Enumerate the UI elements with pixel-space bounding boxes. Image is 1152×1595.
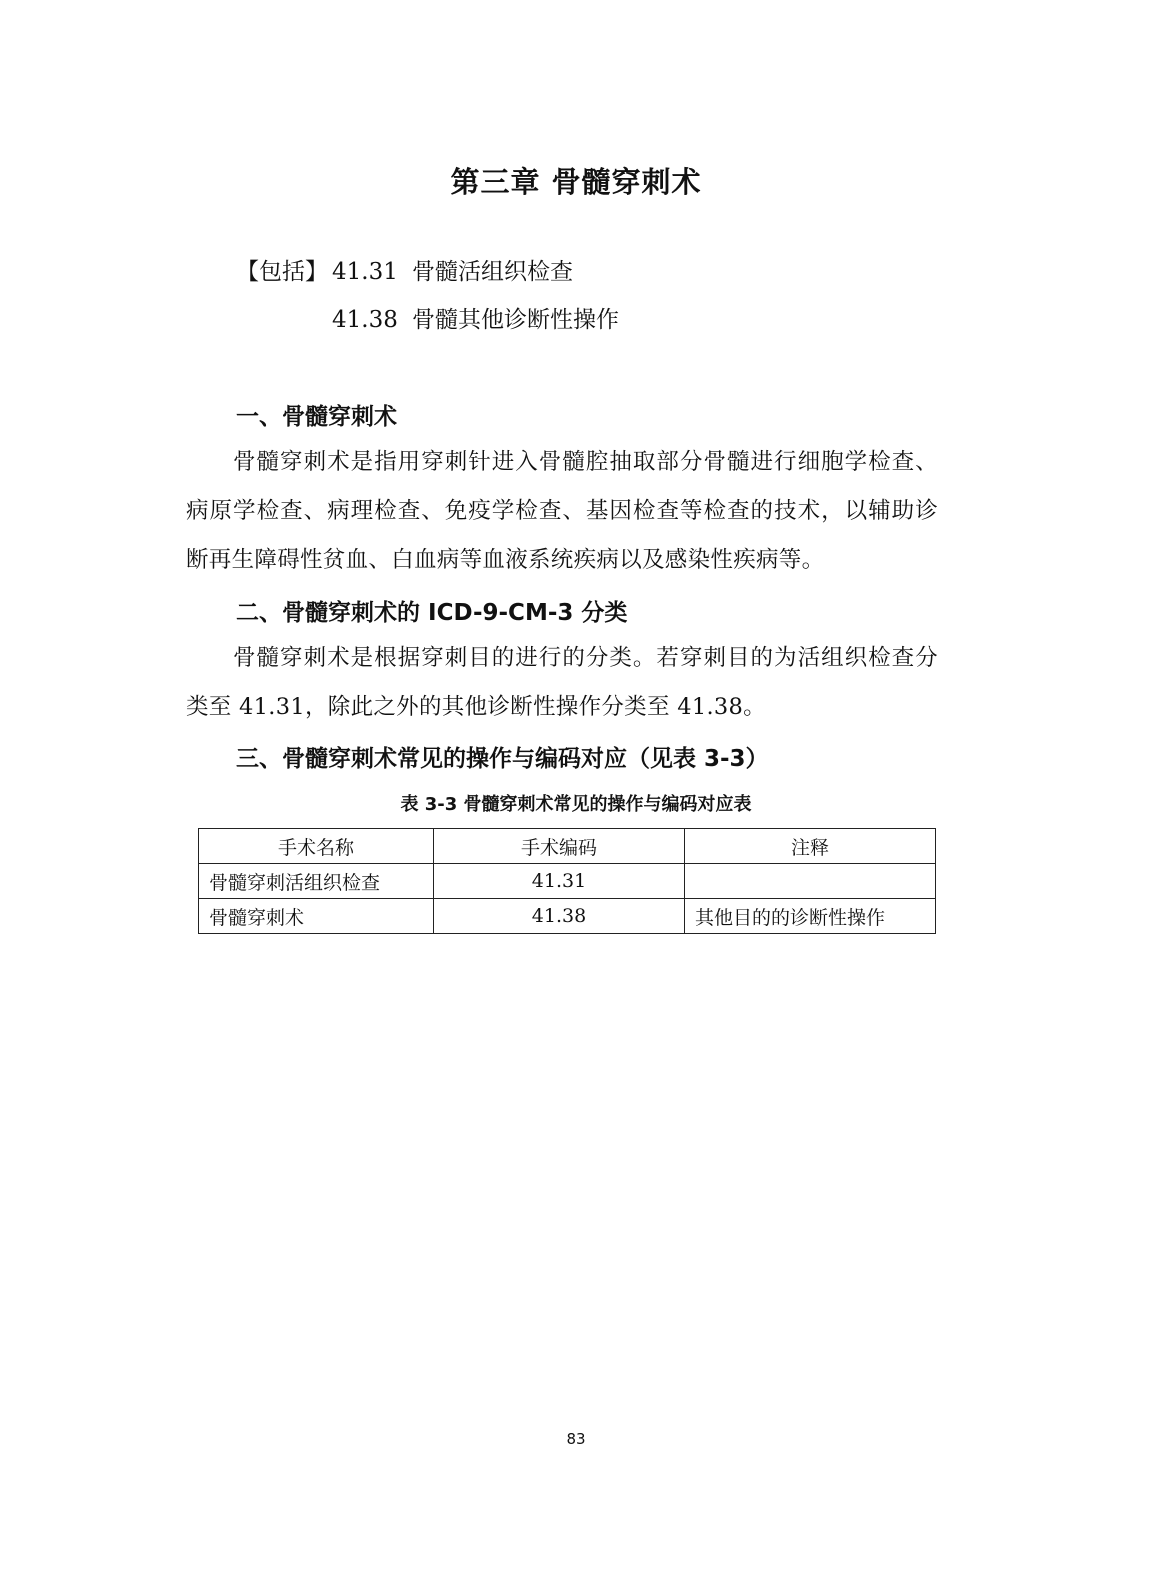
column-header: 手术名称 [199, 829, 434, 864]
procedure-code: 41.31 [332, 259, 398, 285]
table-cell: 骨髓穿刺术 [199, 899, 434, 934]
column-header: 手术编码 [434, 829, 685, 864]
table-header-row [199, 829, 936, 864]
includes-label: 【包括】 [236, 259, 328, 285]
page-number: 83 [566, 1430, 586, 1448]
table-row [199, 899, 936, 934]
section-paragraph: 骨髓穿刺术是指用穿刺针进入骨髓腔抽取部分骨髓进行细胞学检查、病原学检查、病理检查、免疫学检查、基因检查等检查的技术，以辅助诊断再生障碍性贫血、白血病等血液系统疾病以及感染性疾病等。 [186, 449, 938, 573]
table-row [199, 864, 936, 899]
procedure-name: 骨髓活组织检查 [412, 259, 573, 285]
section-paragraph: 骨髓穿刺术是根据穿刺目的进行的分类。若穿刺目的为活组织检查分类至 41.31，除此之外的其他诊断性操作分类至 41.38。 [186, 645, 938, 720]
includes-block [236, 248, 619, 344]
table-cell [685, 864, 936, 899]
section-heading: 一、骨髓穿刺术 [236, 404, 397, 430]
includes-row [236, 248, 619, 296]
table-caption: 表 3-3 骨髓穿刺术常见的操作与编码对应表 [400, 794, 752, 815]
column-header: 注释 [685, 829, 936, 864]
table-cell: 骨髓穿刺活组织检查 [199, 864, 434, 899]
section-heading: 二、骨髓穿刺术的 ICD-9-CM-3 分类 [236, 600, 628, 626]
table-cell: 其他目的的诊断性操作 [685, 899, 936, 934]
procedure-name: 骨髓其他诊断性操作 [412, 307, 619, 333]
chapter-title: 第三章 骨髓穿刺术 [450, 165, 702, 199]
procedure-code: 41.38 [332, 307, 398, 333]
includes-row [236, 296, 619, 344]
table-cell: 41.31 [434, 864, 685, 899]
section-heading: 三、骨髓穿刺术常见的操作与编码对应（见表 3-3） [236, 746, 769, 772]
procedure-code-table [198, 828, 936, 934]
table-cell: 41.38 [434, 899, 685, 934]
